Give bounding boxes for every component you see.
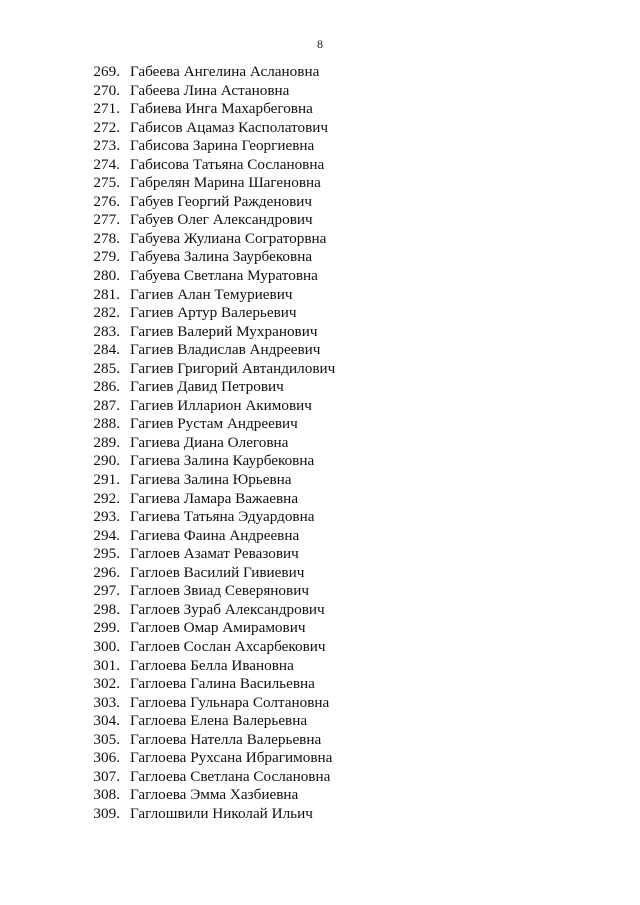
list-item bbox=[0, 304, 640, 323]
list-item-number: 302. bbox=[93, 675, 120, 693]
list-item bbox=[0, 601, 640, 620]
list-item-number: 271. bbox=[93, 100, 120, 118]
list-item-name: Гагиева Диана Олеговна bbox=[130, 433, 289, 451]
list-item-name: Гаглоев Зураб Александрович bbox=[130, 600, 325, 618]
list-item-number: 282. bbox=[93, 304, 120, 322]
list-item-name: Гаглоев Сослан Ахсарбекович bbox=[130, 637, 326, 655]
list-item-number: 304. bbox=[93, 712, 120, 730]
list-item-number: 307. bbox=[93, 767, 120, 785]
list-item-number: 297. bbox=[93, 582, 120, 600]
name-list bbox=[0, 63, 640, 823]
list-item-name: Гаглоева Рухсана Ибрагимовна bbox=[130, 749, 333, 767]
list-item-name: Габуева Залина Заурбековна bbox=[130, 248, 313, 266]
list-item-name: Гагиева Фаина Андреевна bbox=[130, 526, 300, 544]
list-item bbox=[0, 731, 640, 750]
list-item-name: Гагиев Артур Валерьевич bbox=[130, 304, 297, 322]
list-item-name: Гагиев Владислав Андреевич bbox=[130, 341, 321, 359]
list-item-name: Гагиев Рустам Андреевич bbox=[130, 415, 298, 433]
list-item bbox=[0, 564, 640, 583]
list-item bbox=[0, 768, 640, 787]
list-item-name: Гагиева Татьяна Эдуардовна bbox=[130, 508, 315, 526]
list-item-name: Габеева Ангелина Аслановна bbox=[130, 63, 320, 80]
list-item-number: 291. bbox=[93, 471, 120, 489]
list-item-name: Гагиев Валерий Мухранович bbox=[130, 322, 318, 340]
list-item-number: 273. bbox=[93, 137, 120, 155]
list-item-number: 281. bbox=[93, 285, 120, 303]
list-item-name: Габисов Ацамаз Касполатович bbox=[130, 118, 329, 136]
list-item bbox=[0, 675, 640, 694]
list-item-number: 274. bbox=[93, 155, 120, 173]
list-item-number: 270. bbox=[93, 81, 120, 99]
list-item-number: 292. bbox=[93, 489, 120, 507]
list-item bbox=[0, 508, 640, 527]
list-item-name: Гаглоев Азамат Ревазович bbox=[130, 545, 299, 563]
list-item-name: Гаглоева Светлана Сослановна bbox=[130, 767, 331, 785]
list-item-number: 306. bbox=[93, 749, 120, 767]
list-item bbox=[0, 119, 640, 138]
list-item-number: 300. bbox=[93, 637, 120, 655]
list-item bbox=[0, 805, 640, 824]
list-item-number: 285. bbox=[93, 359, 120, 377]
list-item bbox=[0, 638, 640, 657]
list-item bbox=[0, 267, 640, 286]
list-item bbox=[0, 137, 640, 156]
list-item-name: Гаглоева Галина Васильевна bbox=[130, 675, 315, 693]
list-item-number: 269. bbox=[93, 63, 120, 80]
list-item-name: Гагиева Залина Юрьевна bbox=[130, 471, 292, 489]
list-item-number: 280. bbox=[93, 267, 120, 285]
list-item bbox=[0, 211, 640, 230]
list-item-name: Гаглоев Звиад Северянович bbox=[130, 582, 309, 600]
list-item-number: 305. bbox=[93, 730, 120, 748]
list-item-name: Гаглоева Нателла Валерьевна bbox=[130, 730, 322, 748]
list-item bbox=[0, 452, 640, 471]
list-item-number: 296. bbox=[93, 563, 120, 581]
list-item-name: Гаглошвили Николай Ильич bbox=[130, 804, 313, 822]
list-item bbox=[0, 712, 640, 731]
list-item-number: 286. bbox=[93, 378, 120, 396]
list-item-name: Габисова Татьяна Сослановна bbox=[130, 155, 325, 173]
list-item bbox=[0, 545, 640, 564]
list-item-name: Гагиев Давид Петрович bbox=[130, 378, 284, 396]
list-item-name: Габуев Георгий Ражденович bbox=[130, 192, 313, 210]
list-item bbox=[0, 786, 640, 805]
list-item bbox=[0, 248, 640, 267]
list-item bbox=[0, 434, 640, 453]
list-item-number: 298. bbox=[93, 600, 120, 618]
list-item bbox=[0, 415, 640, 434]
list-item-number: 299. bbox=[93, 619, 120, 637]
list-item-name: Гагиева Залина Каурбековна bbox=[130, 452, 315, 470]
list-item bbox=[0, 360, 640, 379]
list-item bbox=[0, 323, 640, 342]
page-number: 8 bbox=[317, 37, 323, 51]
list-item bbox=[0, 341, 640, 360]
list-item bbox=[0, 471, 640, 490]
list-item-number: 284. bbox=[93, 341, 120, 359]
list-item-number: 309. bbox=[93, 804, 120, 822]
list-item bbox=[0, 490, 640, 509]
list-item-name: Гаглоев Омар Амирамович bbox=[130, 619, 306, 637]
list-item-number: 295. bbox=[93, 545, 120, 563]
list-item-name: Гаглоева Елена Валерьевна bbox=[130, 712, 308, 730]
list-item-name: Гаглоев Василий Гивиевич bbox=[130, 563, 305, 581]
list-item-number: 272. bbox=[93, 118, 120, 136]
list-item-name: Габуева Жулиана Сограторвна bbox=[130, 229, 327, 247]
list-item-number: 308. bbox=[93, 786, 120, 804]
list-item bbox=[0, 582, 640, 601]
list-item bbox=[0, 378, 640, 397]
list-item-number: 279. bbox=[93, 248, 120, 266]
list-item bbox=[0, 657, 640, 676]
list-item-name: Гаглоева Белла Ивановна bbox=[130, 656, 294, 674]
list-item-name: Габисова Зарина Георгиевна bbox=[130, 137, 315, 155]
list-item bbox=[0, 286, 640, 305]
list-item-name: Гаглоева Эмма Хазбиевна bbox=[130, 786, 299, 804]
list-item-number: 288. bbox=[93, 415, 120, 433]
list-item-name: Габрелян Марина Шагеновна bbox=[130, 174, 321, 192]
list-item-name: Габиева Инга Махарбеговна bbox=[130, 100, 313, 118]
list-item bbox=[0, 63, 640, 82]
list-item-name: Гагиев Григорий Автандилович bbox=[130, 359, 336, 377]
list-item bbox=[0, 694, 640, 713]
list-item-name: Габуева Светлана Муратовна bbox=[130, 267, 318, 285]
list-item-name: Гаглоева Гульнара Солтановна bbox=[130, 693, 330, 711]
list-item bbox=[0, 527, 640, 546]
list-item-number: 289. bbox=[93, 433, 120, 451]
list-item-number: 293. bbox=[93, 508, 120, 526]
list-item-number: 301. bbox=[93, 656, 120, 674]
list-item-number: 303. bbox=[93, 693, 120, 711]
list-item bbox=[0, 193, 640, 212]
list-item-number: 287. bbox=[93, 396, 120, 414]
list-item-name: Гагиев Илларион Акимович bbox=[130, 396, 312, 414]
list-item bbox=[0, 397, 640, 416]
list-item bbox=[0, 749, 640, 768]
list-item-number: 276. bbox=[93, 192, 120, 210]
list-item-number: 278. bbox=[93, 229, 120, 247]
list-item-name: Гагиев Алан Темуриевич bbox=[130, 285, 293, 303]
list-item bbox=[0, 230, 640, 249]
list-item-number: 277. bbox=[93, 211, 120, 229]
list-item-name: Габеева Лина Астановна bbox=[130, 81, 290, 99]
list-item bbox=[0, 619, 640, 638]
list-item bbox=[0, 156, 640, 175]
list-item bbox=[0, 100, 640, 119]
list-item bbox=[0, 82, 640, 101]
list-item-number: 275. bbox=[93, 174, 120, 192]
list-item bbox=[0, 174, 640, 193]
list-item-number: 294. bbox=[93, 526, 120, 544]
list-item-number: 283. bbox=[93, 322, 120, 340]
list-item-name: Гагиева Ламара Важаевна bbox=[130, 489, 299, 507]
list-item-name: Габуев Олег Александрович bbox=[130, 211, 313, 229]
list-item-number: 290. bbox=[93, 452, 120, 470]
